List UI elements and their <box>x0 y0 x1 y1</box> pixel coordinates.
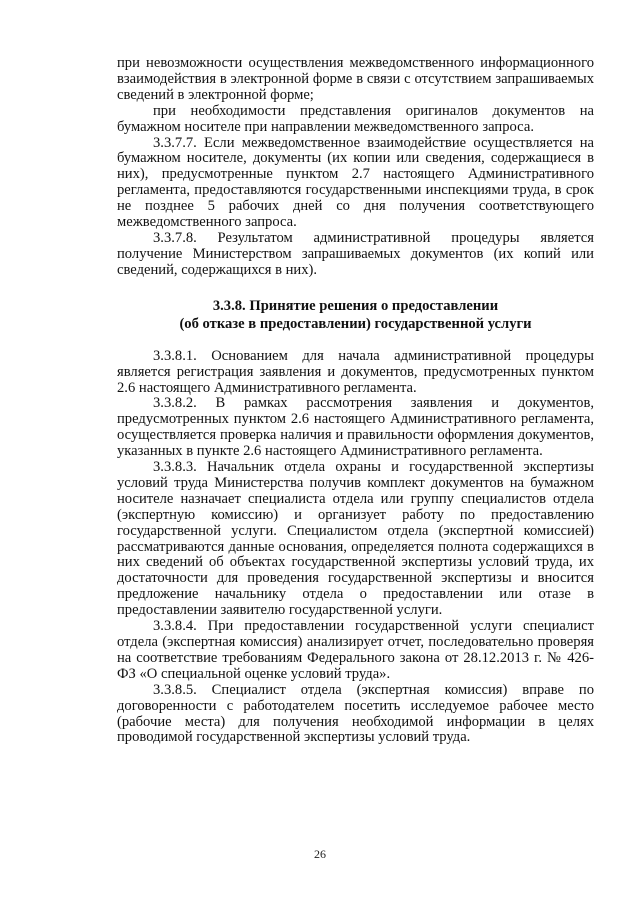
paragraph-3-3-8-2: 3.3.8.2. В рамках рассмотрения заявления и документов, предусмотренных пунктом 2.6 настоящего Административного регламента, осуществляется проверка наличия и правильности оформления документов, указанных в пункте 2.6 настоящего Административного регламента. <box>117 395 594 460</box>
paragraph-originals-paper: при необходимости представления оригиналов документов на бумажном носителе при направлении межведомственного запроса. <box>117 102 594 135</box>
paragraph-impossibility-electronic: при невозможности осуществления межведомственного информационного взаимодействия в электронной форме в связи с отсутствием запрашиваемых сведений в электронной форме; <box>117 55 594 103</box>
section-heading <box>117 297 594 333</box>
paragraph-3-3-8-1: 3.3.8.1. Основанием для начала административной процедуры является регистрация заявления и документов, предусмотренных пунктом 2.6 настоящего Административного регламента. <box>117 347 594 396</box>
page-number: 26 <box>314 847 326 861</box>
paragraph-3-3-8-5: 3.3.8.5. Специалист отдела (экспертная комиссия) вправе по договоренности с работодателем посетить исследуемое рабочее место (рабочие места) для получения необходимой информации в целях проводимой государственной экспертизы условий труда. <box>117 681 594 746</box>
paragraph-3-3-8-4: 3.3.8.4. При предоставлении государственной услуги специалист отдела (экспертная комиссия) анализирует отчет, последовательно проверяя на соответствие требованиям Федерального закона от 28.12.2013 г. № 426-ФЗ «О специальной оценке условий труда». <box>117 618 594 682</box>
section-heading-line1: 3.3.8. Принятие решения о предоставлении <box>212 297 499 314</box>
document-page <box>117 56 594 746</box>
paragraph-3-3-8-3: 3.3.8.3. Начальник отдела охраны и государственной экспертизы условий труда Министерства получив комплект документов на бумажном носителе назначает специалиста отдела или группу специалистов отдела (экспертную комиссию) и организует работу по предоставлению государственной услуги. Специалистом отдела (экспертной комиссией) рассматриваются данные основания, определяется полнота содержащихся в них сведений об объектах государственной экспертизы условий труда, их достаточности для проведения государственной экспертизы и вносится предложение начальнику отдела о предоставлении или отазе в предоставлении заявителю государственной услуги. <box>117 459 594 619</box>
section-heading-line2: (об отказе в предоставлении) государственной услуги <box>179 315 532 332</box>
paragraph-3-3-7-7: 3.3.7.7. Если межведомственное взаимодействие осуществляется на бумажном носителе, документы (их копии или сведения, содержащиеся в них), предусмотренные пунктом 2.7 настоящего Административного регламента, предоставляются государственными инспекциями труда, в срок не позднее 5 рабочих дней со дня получения соответствующего межведомственного запроса. <box>117 134 594 231</box>
paragraph-3-3-7-8: 3.3.7.8. Результатом административной процедуры является получение Министерством запрашиваемых документов (их копий или сведений, содержащихся в них). <box>117 229 594 278</box>
